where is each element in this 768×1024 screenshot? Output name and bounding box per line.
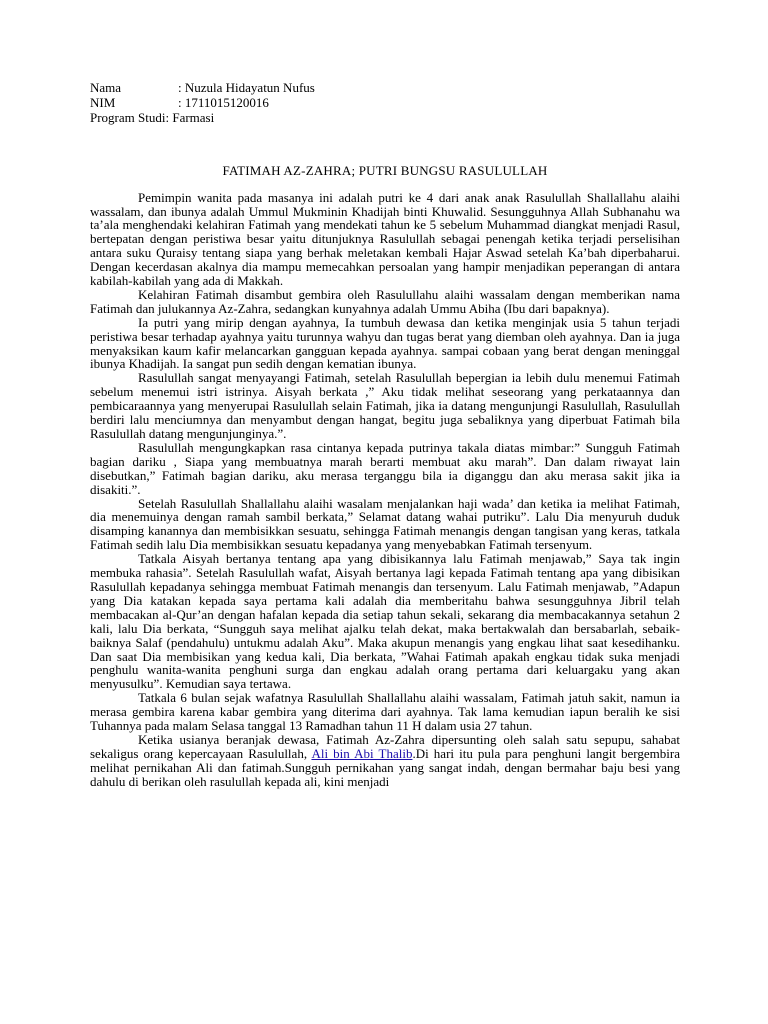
paragraph: Tatkala 6 bulan sejak wafatnya Rasulullah Shallallahu alaihi wassalam, Fatimah jatuh sakit, namun ia merasa gembira karena kabar gembira yang diterima dari ayahnya. Tak lama kemudian iapun beralih ke sisi Tuhannya pada malam Selasa tanggal 13 Ramadhan tahun 11 H dalam usia 27 tahun. <box>90 690 680 734</box>
ali-bin-abi-thalib-link[interactable]: Ali bin Abi Thalib <box>311 745 413 761</box>
document-body <box>90 191 680 789</box>
last-paragraph-before-link: Ketika usianya beranjak dewasa, Fatimah Az-Zahra dipersunting oleh salah satu sepupu, sahabat sekaligus orang kepercayaan Rasulullah, <box>90 731 680 761</box>
paragraph-last <box>90 733 680 789</box>
nim-row <box>90 95 680 110</box>
paragraph: Pemimpin wanita pada masanya ini adalah putri ke 4 dari anak anak Rasulullah Shallallahu alaihi wassalam, dan ibunya adalah Ummul Mukminin Khadijah binti Khuwalid. Sesungguhnya Allah Subhanahu wa ta’ala menghendaki kelahiran Fatimah yang mendekati tahun ke 5 sebelum Muhammad diangkat menjadi Rasul, bertepatan dengan peristiwa besar yaitu ditunjuknya Rasulullah sebagai penengah ketika terjadi perselisihan antara suku Quraisy tentang siapa yang berhak meletakan kembali Hajar Aswad setelah Ka’bah diperbaharui. Dengan kecerdasan akalnya dia mampu memecahkan persoalan yang hampir menjadikan peperangan di antara kabilah-kabilah yang ada di Makkah. <box>90 189 680 289</box>
prodi-row <box>90 110 680 125</box>
name-label: Nama <box>90 80 122 95</box>
name-value: : Nuzula Hidayatun Nufus <box>178 80 315 95</box>
paragraph: Setelah Rasulullah Shallallahu alaihi wasalam menjalankan haji wada’ dan ketika ia melihat Fatimah, dia menemuinya dengan ramah sambil berkata,” Selamat datang wahai putriku”. Lalu Dia menyuruh duduk disamping kanannya dan membisikkan sesuatu, sehingga Fatimah menangis dengan tangisan yang keras, tatkala Fatimah sedih lalu Dia membisikkan sesuatu kepadanya yang menyebabkan Fatimah tersenyum. <box>90 495 680 553</box>
paragraph: Tatkala Aisyah bertanya tentang apa yang dibisikannya lalu Fatimah menjawab,” Saya tak ingin membuka rahasia”. Setelah Rasulullah wafat, Aisyah bertanya lagi kepada Fatimah tentang apa yang dibisikan Rasulullah kepadanya sehingga membuat Fatimah menangis dan tersenyum. Lalu Fatimah menjawab, ”Adapun yang Dia katakan kepada saya pertama kali adalah dia memberitahu bahwa sesungguhnya Jibril telah membacakan al-Qur’an dengan hafalan kepada dia setiap tahun sekali, sekarang dia membacakannya setahun 2 kali, lalu Dia berkata, “Sungguh saya melihat ajalku telah dekat, maka bertakwalah dan bersabarlah, sebaik-baiknya Salaf (pendahulu) untukmu adalah Aku”. Maka akupun menangis yang engkau lihat saat kesedihanku. Dan saat Dia membisikan yang kedua kali, Dia berkata, ”Wahai Fatimah apakah engkau tidak suka menjadi penghulu wanita-wanita penghuni surga dan engkau adalah orang pertama dari keluargaku yang akan menyusulku”. Kemudian saya tertawa. <box>90 551 680 692</box>
last-paragraph-after-link: .Di hari itu pula para penghuni langit bergembira melihat pernikahan Ali dan fatimah.Sungguh pernikahan yang sangat indah, dengan bermahar baju besi yang dahulu di berikan oleh rasulullah kepada ali, kini menjadi <box>90 745 680 789</box>
prodi-label: Program Studi <box>90 110 166 126</box>
student-info <box>90 80 680 126</box>
paragraph: Rasulullah sangat menyayangi Fatimah, setelah Rasulullah bepergian ia lebih dulu menemui Fatimah sebelum menemui istri istrinya. Aisyah berkata ,” Aku tidak melihat seseorang yang perkataannya dan pembicaraannya yang menyerupai Rasulullah selain Fatimah, jika ia datang mengunjungi Rasulullah, Rasulullah berdiri lalu menciumnya dan menyambut dengan hangat, begitu juga sebaliknya yang diperbuat Fatimah bila Rasulullah datang mengunjunginya.”. <box>90 370 680 442</box>
paragraph: Rasulullah mengungkapkan rasa cintanya kepada putrinya takala diatas mimbar:” Sungguh Fatimah bagian dariku , Siapa yang membuatnya marah berarti membuat aku marah”. Dan dalam riwayat lain disebutkan,” Fatimah bagian dariku, aku merasa terganggu bila ia diganggu dan aku merasa sakit jika ia disakiti.”. <box>90 439 680 497</box>
paragraph: Ia putri yang mirip dengan ayahnya, Ia tumbuh dewasa dan ketika menginjak usia 5 tahun terjadi peristiwa besar terhadap ayahnya yaitu turunnya wahyu dan tugas berat yang diemban oleh ayahnya. Dan ia juga menyaksikan kaum kafir melancarkan gangguan kepada ayahnya. sampai cobaan yang berat dengan meninggal ibunya Khadijah. Ia sangat pun sedih dengan kematian ibunya. <box>90 314 680 372</box>
document-title: FATIMAH AZ-ZAHRA; PUTRI BUNGSU RASULULLAH <box>222 162 548 178</box>
prodi-value: : Farmasi <box>165 110 215 126</box>
name-row <box>90 80 680 95</box>
paragraph: Kelahiran Fatimah disambut gembira oleh Rasulullahu alaihi wassalam dengan memberikan nama Fatimah dan julukannya Az-Zahra, sedangkan kunyahnya adalah Ummu Abiha (Ibu dari bapaknya). <box>90 286 680 316</box>
nim-label: NIM <box>90 95 116 111</box>
nim-value: : 1711015120016 <box>178 95 269 111</box>
